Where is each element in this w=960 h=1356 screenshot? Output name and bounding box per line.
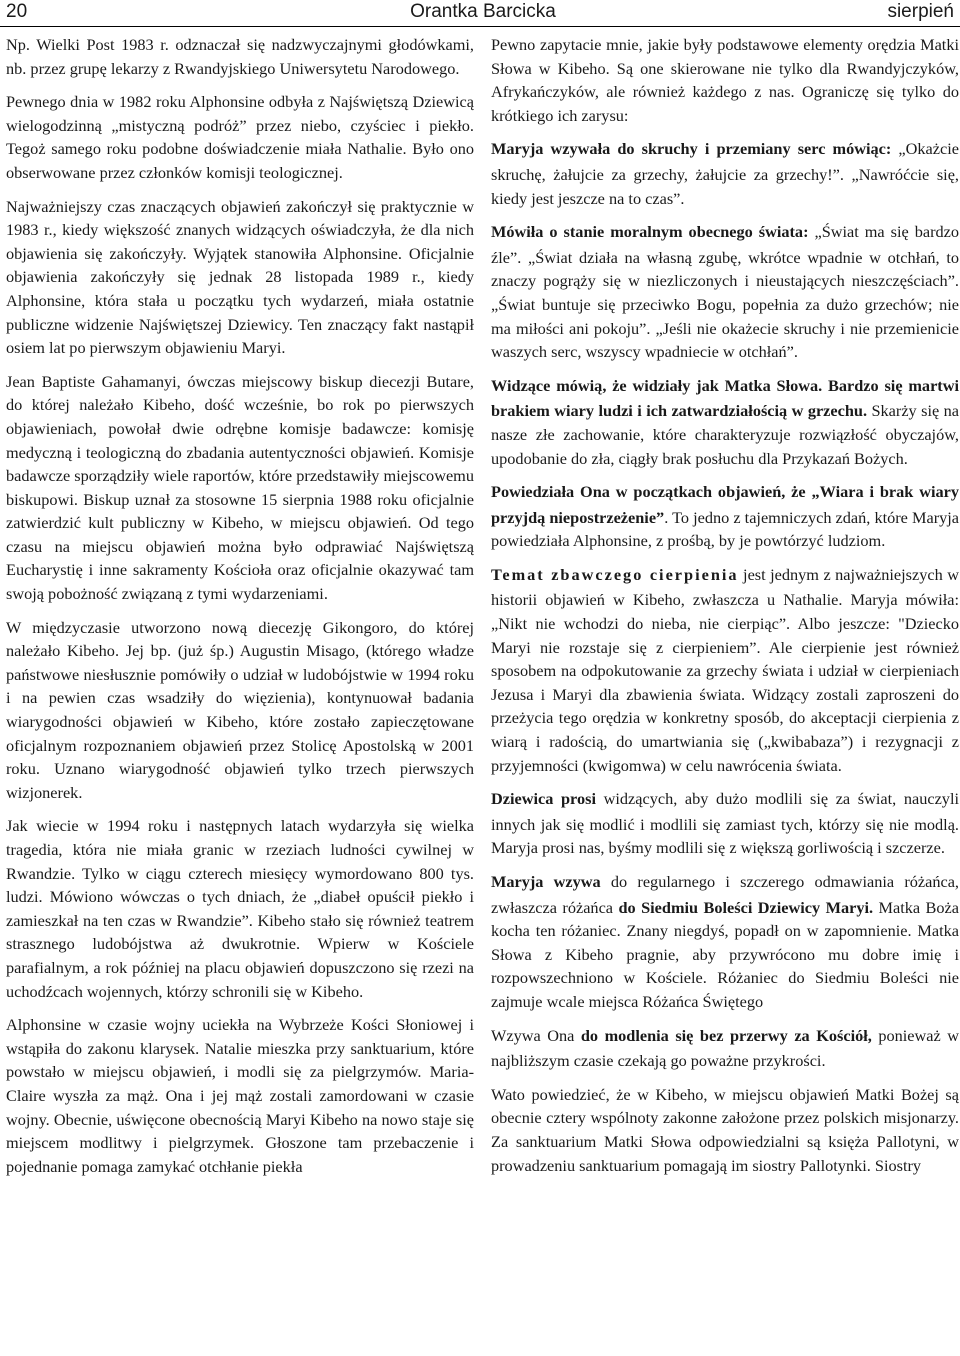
- message-prayer-heading: Dziewica prosi: [491, 789, 596, 809]
- left-column: [6, 33, 474, 1351]
- message-church-lead: Wzywa Ona: [491, 1025, 581, 1045]
- message-rosary-heading: Maryja wzywa: [491, 872, 601, 891]
- message-prayer: [491, 787, 959, 860]
- message-rosary-text-continued: Matka Boża kocha ten różaniec. Znany niegdyś, popadł on w zapomnienie. Matka Słowa z Kibeho pragnie, aby przywrócono mu dobre imię i rozpowszechniono w Kościele. Różaniec do Siedmiu Boleści nie zajmuje wcale miejsca Różańca Świętego: [491, 897, 959, 1011]
- page-number: 20: [6, 1, 28, 22]
- header-rule: [0, 26, 960, 27]
- paragraph-visionaries-fate: Alphonsine w czasie wojny uciekła na Wybrzeże Kości Słoniowej i wstąpiła do zakonu klarysek. Natalie mieszka przy sanktuarium, które powstało w miejscu objawień, i modli się za pielgrzymów. Maria-Claire wyszła za mąż. Ona i jej mąż zostali zamordowani w czasie wojny. Obecnie, uświęcone obecnością Maryi Kibeho na nowo staje się miejscem modlitwy i pielgrzymek. Głoszone tam przebaczenie i pojednanie pomaga zamykać otchłanie piekła: [6, 1015, 474, 1176]
- paragraph-communities: Wato powiedzieć, że w Kibeho, w miejscu objawień Matki Bożej są obecnie cztery wspólnoty zakonne założone przez polskich misjonarzy. Za sanktuarium Matki Słowa odpowiedzialni są księża Pallotyni, w prowadzeniu sanktuarium pomagają im siostry Pallotynki. Siostry: [491, 1084, 959, 1175]
- message-lack-of-faith-heading: Widzące mówią, że widziały jak Matka Słowa. Bardzo się martwi brakiem wiary ludzi i ich zatwardziałością w grzechu.: [491, 375, 959, 421]
- message-faith-unnoticed: [491, 480, 959, 553]
- page-header: [0, 0, 960, 26]
- message-faith-unnoticed-text: . To jedno z tajemniczych zdań, które Maryja powiedziała Alphonsine, z prośbą, by je powtórzyć ludziom.: [491, 507, 959, 551]
- message-prayer-text: widzących, aby dużo modlili się za świat, nauczyli innych jak się modlić i modlili się zamiast tych, którzy się nie modlą. Maryja prosi nas, byśmy modlili się z większą gorliwością i szczerze.: [491, 789, 959, 858]
- message-suffering: [491, 563, 959, 777]
- author-name: Orantka Barcicka: [410, 1, 556, 22]
- issue-month: sierpień: [887, 1, 954, 22]
- paragraph-genocide: Jak wiecie w 1994 roku i następnych latach wydarzyła się wielka tragedia, która nie miała granic w rzeziach ludności cywilnej w Rwandzie. Tylko w ciągu czterech miesięcy wymordowano 800 tys. ludzi. Mówiono wówczas o tych dniach, że „diabeł opuścił piekło i zamieszkał na ten czas w Rwandzie”. Kibeho stało się również teatrem strasznego ludobójstwa aż dwukrotnie. Wpierw w Kościele parafialnym, a rok później na placu objawień dopuszczono się rzezi na uchodźcach wojennych, którzy schronili się w Kibeho.: [6, 816, 474, 1001]
- message-church: [491, 1024, 959, 1073]
- paragraph-new-diocese: W międzyczasie utworzono nową diecezję Gikongoro, do której należało Kibeho. Jej bp. (już śp.) Augustin Misago, (którego władze państwowe niesłusznie pomówiły o udział w ludobójstwie w 1994 roku i na pewien czas wsadziły do więzienia), kontynuował badania wiarygodności objawień w Kibeho, które zostało zapieczętowane oficjalnym rozpoznaniem objawień przez Stolicę Apostolską w 2001 roku. Uznano wiarygodność objawień tylko trzech pierwszych wizjonerek.: [6, 617, 474, 802]
- paragraph-apparitions-end: Najważniejszy czas znaczących objawień zakończył się praktycznie w 1983 r., kiedy większość znanych widzących oświadczyła, że dla nich objawienia się zakończyły. Wyjątek stanowiła Alphonsine. Oficjalnie objawienia zakończyły się jednak 28 listopada 1989 r., kiedy Alphonsine, która stała u początku tych wydarzeń, miała ostatnie publiczne widzenie Najświętszej Dziewicy. Ten znaczący fakt nastąpił osiem lat po pierwszym objawieniu Maryi.: [6, 196, 474, 358]
- right-column: [491, 33, 959, 1351]
- message-church-heading: do modlenia się bez przerwy za Kościół,: [580, 1025, 872, 1045]
- message-church-text: ponieważ w najbliższym czasie czekają go poważne przykrości.: [491, 1025, 959, 1071]
- message-world-state: [491, 220, 959, 364]
- paragraph-intro: Pewno zapytacie mnie, jakie były podstawowe elementy orędzia Matki Słowa w Kibeho. Są one skierowane nie tylko dla Rwandyjczyków, Afrykańczyków, ale również każdego z nas. Ograniczę się tylko do krótkiego ich zarysu:: [491, 35, 959, 125]
- message-suffering-heading: Temat zbawczego cierpienia: [491, 564, 739, 584]
- message-world-state-heading: Mówiła o stanie moralnym obecnego świata:: [491, 222, 809, 242]
- message-lack-of-faith: [491, 374, 959, 470]
- message-suffering-text: jest jednym z najważniejszych w historii objawień w Kibeho, zwłaszcza u Nathalie. Maryja mówiła: „Nikt nie wchodzi do nieba, nie cierpiąc”. Albo jeszcze: "Dziecko Maryi nie rozstaje się z cierpieniem”. Ale cierpienie jest również sposobem na odpokutowanie za grzechy świata i udział w cierpieniach Jezusa i Maryi dla zbawienia świata. Widzący zostali zaproszeni do przeżycia tego orędzia w konkretny sposób, do akceptacji cierpienia z wiarą i radością, do umartwiania się („kwibabaza”) i rezygnacji z przyjemności (kwigomwa) w celu nawrócenia świata.: [491, 564, 959, 775]
- paragraph-lent: Np. Wielki Post 1983 r. odznaczał się nadzwyczajnymi głodówkami, nb. przez grupę lekarzy z Rwandyjskiego Uniwersytetu Narodowego.: [6, 35, 474, 78]
- message-lack-of-faith-text: Skarży się na nasze złe zachowanie, które charakteryzuje rozwiązłość obyczajów, upodobanie do zła, ciągły brak posłuchu dla Przykazań Bożych.: [491, 401, 959, 468]
- paragraph-commissions: Jean Baptiste Gahamanyi, ówczas miejscowy biskup diecezji Butare, do której należało Kibeho, dość wcześnie, bo rok po pierwszych objawieniach, powołał dwie odrębne komisje badawcze: komisję medyczną i teologiczną do zbadania autentyczności objawień. Komisje badawcze sporządziły wiele raportów, które przedstawiły miejscowemu biskupowi. Biskup uznał za stosowne 15 sierpnia 1988 roku oficjalnie zatwierdzić kult publiczny w Kibeho, w miejscu objawień. Od tego czasu na miejscu objawień można było odprawiać Najświętszą Eucharystię i inne sakramenty Kościoła oraz oficjalnie okazywać tam swoją pobożność związaną z tymi wydarzeniami.: [6, 371, 474, 604]
- message-rosary-seven-sorrows: do Siedmiu Boleści Dziewicy Maryi.: [618, 897, 874, 917]
- message-rosary-text: do regularnego i szczerego odmawiania różańca, zwłaszcza różańca: [491, 872, 959, 917]
- message-world-state-text: „Świat ma się bardzo źle”. „Świat działa na własną zgubę, wkrótce wpadnie w otchłań, to znaczy pogrąży się w niezliczonych i nieustających nieszczęściach”. „Świat buntuje się przeciwko Bogu, popełnia za dużo grzechów; nie ma miłości ani pokoju”. „Jeśli nie okażecie skruchy i nie przemienicie waszych serc, wszyscy wpadniecie w otchłań”.: [491, 222, 959, 362]
- message-repentance-heading: Maryja wzywała do skruchy i przemiany serc mówiąc:: [491, 139, 892, 159]
- message-rosary: [491, 870, 959, 1014]
- message-repentance-text: „Okażcie skruchę, żałujcie za grzechy, żałujcie za grzechy!”. „Nawróćcie się, kiedy jest jeszcze na to czas”.: [491, 139, 959, 208]
- paragraph-mystical-journey: Pewnego dnia w 1982 roku Alphonsine odbyła z Najświętszą Dziewicą wielogodzinną „mistyczną podróż” przez niebo, czyściec i piekło. Tegoż samego roku podobne doświadczenie miała Nathalie. Było ono obserwowane przez członków komisji teologicznej.: [6, 92, 474, 182]
- message-faith-unnoticed-heading: Powiedziała Ona w początkach objawień, że „Wiara i brak wiary przyjdą niepostrzeżenie”: [491, 482, 959, 527]
- message-repentance: [491, 137, 959, 210]
